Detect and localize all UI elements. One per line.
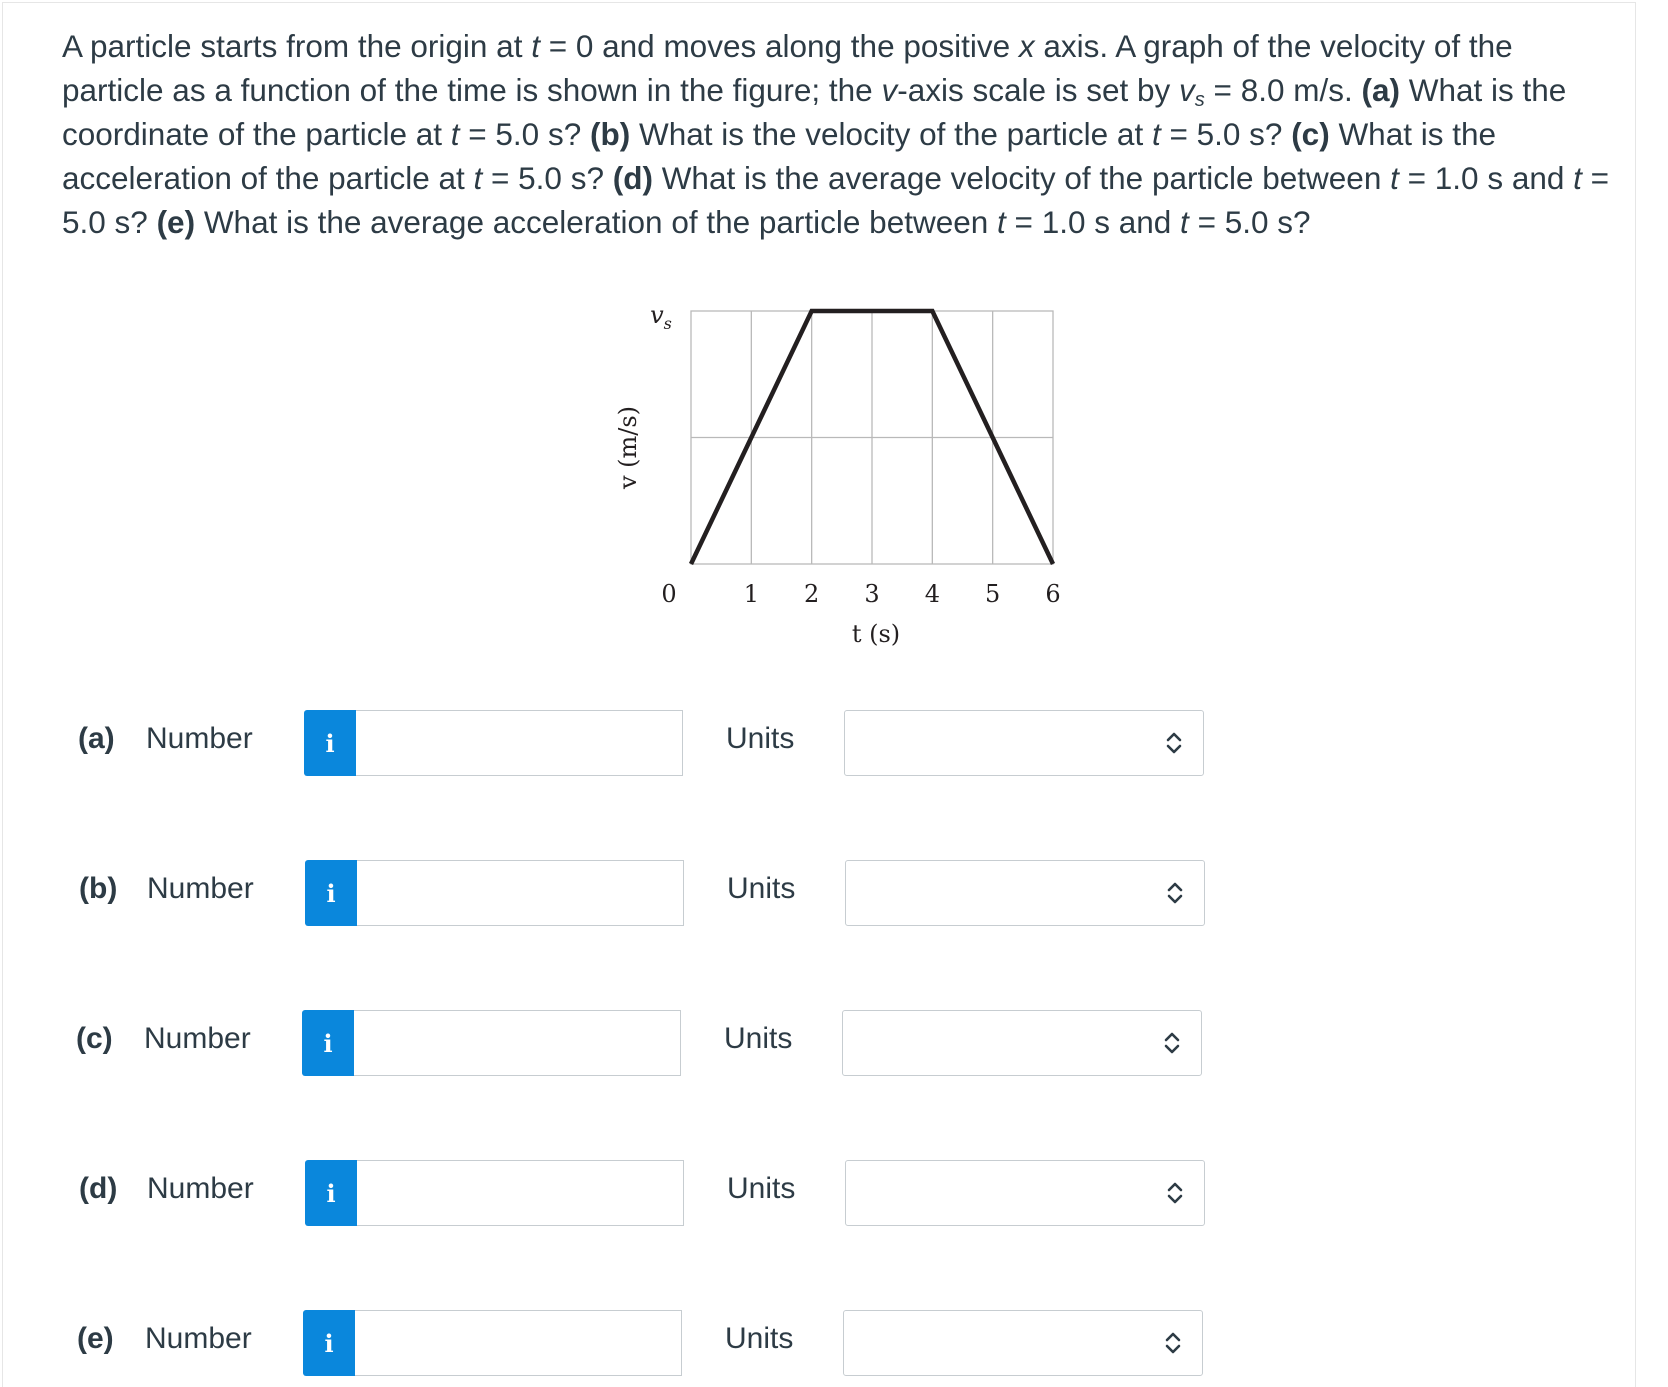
part-label: (b) [79,872,118,905]
answer-row [0,1010,1298,1076]
chevron-up-down-icon [1165,728,1183,758]
x-tick-label: 3 [864,580,880,608]
number-label: Number [147,872,254,905]
units-select[interactable] [845,860,1205,926]
x-tick-label: 5 [985,580,1001,608]
x-tick-label: 4 [924,580,940,608]
answer-row [0,710,1300,776]
velocity-graph-svg [600,290,1100,670]
y-tick-label-vs: $v_s$ [650,301,672,333]
units-select[interactable] [844,710,1204,776]
chevron-up-down-icon [1164,1328,1182,1358]
units-select[interactable] [842,1010,1202,1076]
chevron-up-down-icon [1163,1028,1181,1058]
number-label: Number [145,1322,252,1355]
x-axis-label: t (s) [851,620,901,648]
number-input[interactable] [357,1160,684,1226]
x-tick-label: 1 [743,580,759,608]
number-input[interactable] [354,1010,681,1076]
units-select[interactable] [845,1160,1205,1226]
info-icon[interactable]: i [305,860,357,926]
part-label: (a) [78,722,115,755]
units-label: Units [726,722,795,755]
number-label: Number [146,722,253,755]
number-label: Number [147,1172,254,1205]
chevron-up-down-icon [1166,1178,1184,1208]
part-label: (d) [79,1172,118,1205]
units-label: Units [724,1022,793,1055]
units-label: Units [727,872,796,905]
chevron-up-down-icon [1166,878,1184,908]
units-select[interactable] [843,1310,1203,1376]
part-label: (e) [77,1322,114,1355]
x-tick-label: 6 [1045,580,1061,608]
y-axis-label: v (m/s) [614,405,642,490]
info-icon[interactable]: i [305,1160,357,1226]
answer-row [1,1160,1301,1226]
velocity-graph [600,290,1100,670]
info-icon[interactable]: i [304,710,356,776]
units-label: Units [727,1172,796,1205]
question-text: A particle starts from the origin at t = 0 and moves along the positive x axis. A graph of the velocity of the particle as a function of the time is shown in the figure; the v-axis scale is set by $v_s = 8.0$ m/s. (a) What is the coordinate of the particle at t = 5.0 s? (b) What is the velocity of the particle at t = 5.0 s? (c) What is the acceleration of the particle at t = 5.0 s? (d) What is the average velocity of the particle between t = 1.0 s and t = 5.0 s? (e) What is the average acceleration of the particle between t = 1.0 s and t = 5.0 s? [62,28,1610,240]
number-input[interactable] [355,1310,682,1376]
x-tick-label: 0 [661,580,677,608]
answer-row [0,1310,1299,1376]
part-label: (c) [76,1022,113,1055]
x-tick-label: 2 [804,580,820,608]
number-input[interactable] [356,710,683,776]
units-label: Units [725,1322,794,1355]
answer-row [1,860,1301,926]
number-label: Number [144,1022,251,1055]
number-input[interactable] [357,860,684,926]
info-icon[interactable]: i [303,1310,355,1376]
info-icon[interactable]: i [302,1010,354,1076]
